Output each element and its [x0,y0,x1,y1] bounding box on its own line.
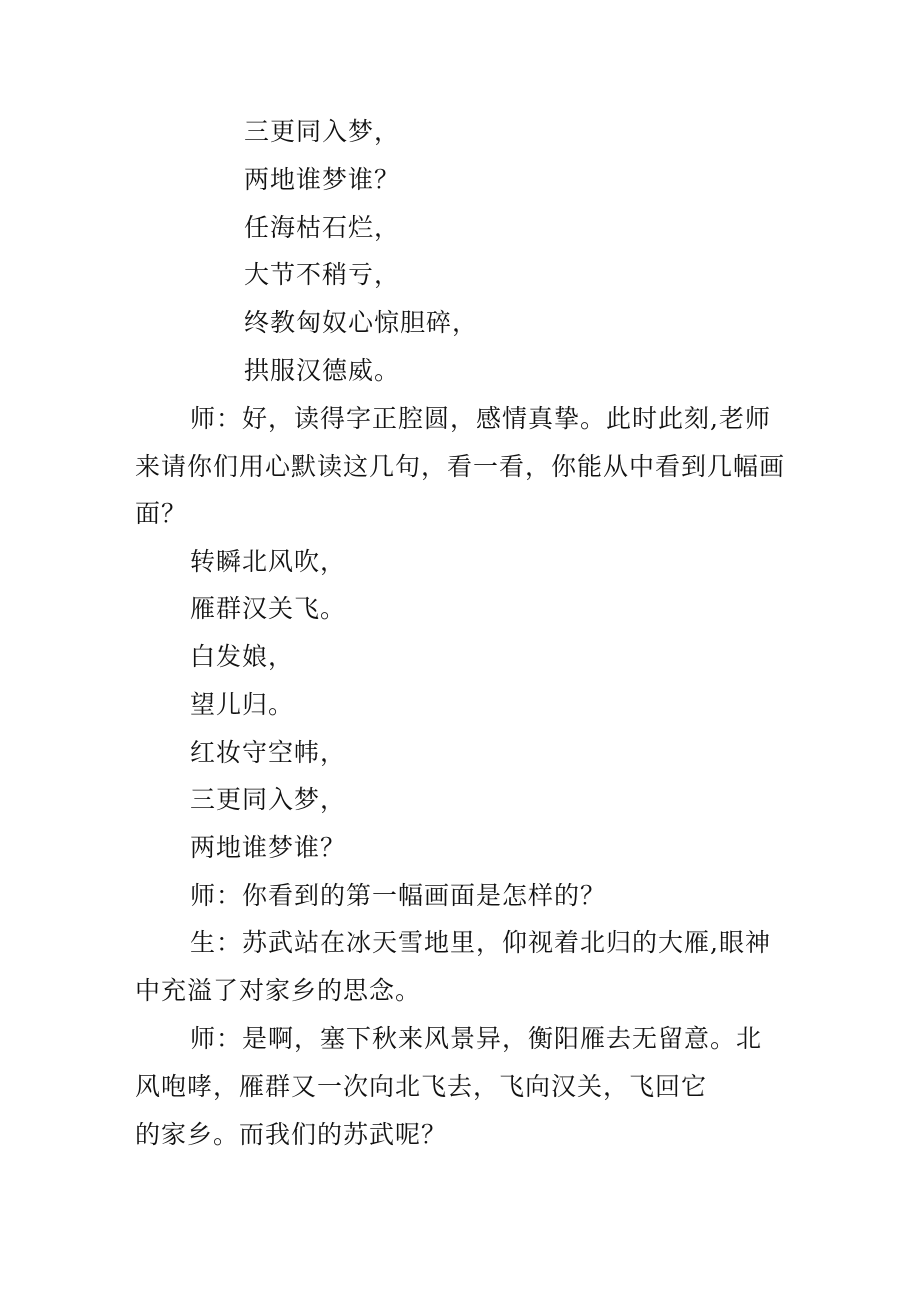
poem-line: 白发娘， [190,642,295,671]
paragraph-line: 风咆哮，雁群又一次向北飞去，飞向汉关，飞回它 [135,1072,708,1101]
paragraph-line: 的家乡。而我们的苏武呢？ [135,1120,448,1149]
poem-line: 两地谁梦谁？ [190,833,347,862]
poem-line: 转瞬北风吹， [190,547,347,576]
poem-line: 任海枯石烂， [244,213,401,242]
poem-line: 大节不稍亏， [244,260,401,289]
poem-line: 三更同入梦， [190,785,347,814]
poem-line: 望儿归。 [190,690,295,719]
poem-line: 红妆守空帏， [190,738,347,767]
poem-line: 三更同入梦， [244,117,401,146]
paragraph-line: 师：好，读得字正腔圆，感情真挚。此时此刻,老师 [190,404,771,433]
poem-line: 雁群汉关飞。 [190,594,347,623]
poem-line: 终教匈奴心惊胆碎， [244,308,479,337]
paragraph-line: 师：是啊，塞下秋来风景异，衡阳雁去无留意。北 [190,1024,763,1053]
paragraph-line: 面？ [135,499,188,528]
paragraph-line: 来请你们用心默读这几句，看一看，你能从中看到几幅画 [135,452,786,481]
paragraph-line: 生：苏武站在冰天雪地里，仰视着北归的大雁,眼神 [190,928,771,957]
poem-line: 拱服汉德威。 [244,356,401,385]
paragraph-line: 师：你看到的第一幅画面是怎样的？ [190,881,607,910]
paragraph-line: 中充溢了对家乡的思念。 [135,976,422,1005]
poem-line: 两地谁梦谁？ [244,165,401,194]
